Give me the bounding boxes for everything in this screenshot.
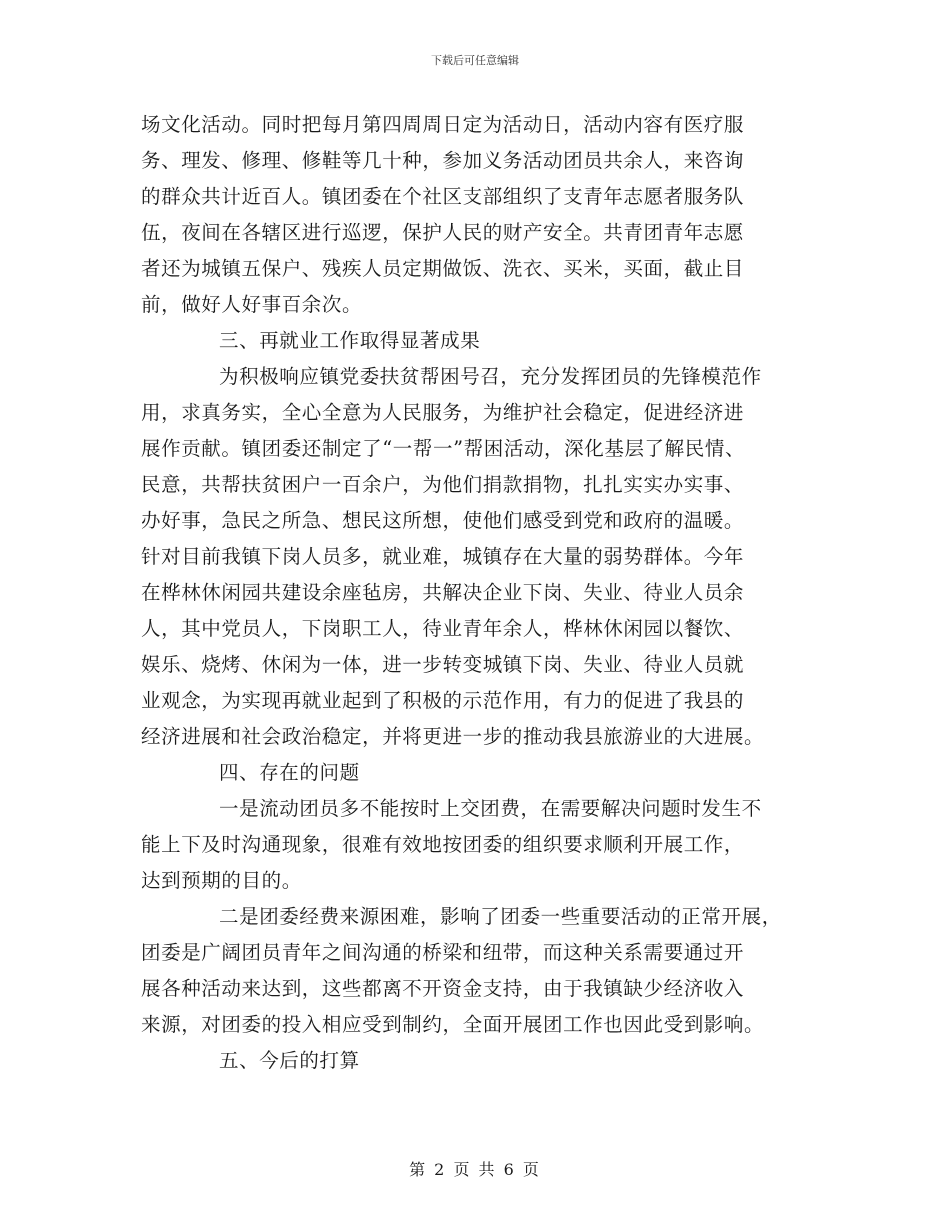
paragraph-line: 在桦林休闲园共建设余座毡房，共解决企业下岗、失业、待业人员余 bbox=[141, 581, 745, 604]
paragraph-line: 来源，对团委的投入相应受到制约，全面开展团工作也因此受到影响。 bbox=[141, 1013, 765, 1036]
paragraph-line: 娱乐、烧烤、休闲为一体，进一步转变城镇下岗、失业、待业人员就 bbox=[141, 653, 745, 676]
paragraph-line: 展作贡献。镇团委还制定了“一帮一”帮困活动，深化基层了解民情、 bbox=[141, 437, 746, 460]
paragraph-line: 民意，共帮扶贫困户一百余户，为他们捐款捐物，扎扎实实办实事、 bbox=[141, 473, 745, 496]
paragraph-line: 者还为城镇五保户、残疾人员定期做饭、洗衣、买米，买面，截止目 bbox=[141, 257, 745, 280]
paragraph-line: 用，求真务实，全心全意为人民服务，为维护社会稳定，促进经济进 bbox=[141, 401, 745, 424]
paragraph-line: 场文化活动。同时把每月第四周周日定为活动日，活动内容有医疗服 bbox=[141, 113, 745, 136]
paragraph-first-line: 三、再就业工作取得显著成果 bbox=[219, 329, 481, 352]
paragraph-first-line: 二是团委经费来源困难，影响了团委一些重要活动的正常开展， bbox=[219, 905, 782, 928]
paragraph-line: 前，做好人好事百余次。 bbox=[141, 293, 363, 316]
paragraph-line: 团委是广阔团员青年之间沟通的桥梁和纽带，而这种关系需要通过开 bbox=[141, 941, 745, 964]
paragraph-line: 经济进展和社会政治稳定，并将更进一步的推动我县旅游业的大进展。 bbox=[141, 725, 765, 748]
page-header: 下载后可任意编辑 bbox=[431, 54, 519, 67]
paragraph-line: 人，其中党员人，下岗职工人，待业青年余人，桦林休闲园以餐饮、 bbox=[141, 617, 745, 640]
paragraph-line: 达到预期的目的。 bbox=[141, 869, 302, 892]
page-footer-page-number: 第 2 页 共 6 页 bbox=[409, 1160, 541, 1179]
paragraph-line: 务、理发、修理、修鞋等几十种，参加义务活动团员共余人，来咨询 bbox=[141, 149, 745, 172]
paragraph-line: 伍，夜间在各辖区进行巡逻，保护人民的财产安全。共青团青年志愿 bbox=[141, 221, 745, 244]
paragraph-first-line: 一是流动团员多不能按时上交团费，在需要解决问题时发生不 bbox=[219, 797, 762, 820]
paragraph-line: 展各种活动来达到，这些都离不开资金支持，由于我镇缺少经济收入 bbox=[141, 977, 745, 1000]
paragraph-line: 业观念，为实现再就业起到了积极的示范作用，有力的促进了我县的 bbox=[141, 689, 745, 712]
paragraph-first-line: 四、存在的问题 bbox=[219, 761, 360, 784]
paragraph-first-line: 五、今后的打算 bbox=[219, 1049, 360, 1072]
paragraph-line: 针对目前我镇下岗人员多，就业难，城镇存在大量的弱势群体。今年 bbox=[141, 545, 745, 568]
paragraph-line: 办好事，急民之所急、想民这所想，使他们感受到党和政府的温暖。 bbox=[141, 509, 745, 532]
paragraph-line: 的群众共计近百人。镇团委在个社区支部组织了支青年志愿者服务队 bbox=[141, 185, 745, 208]
paragraph-line: 能上下及时沟通现象，很难有效地按团委的组织要求顺利开展工作， bbox=[141, 833, 745, 856]
document-body bbox=[141, 107, 821, 1079]
paragraph-first-line: 为积极响应镇党委扶贫帮困号召，充分发挥团员的先锋模范作 bbox=[219, 365, 762, 388]
